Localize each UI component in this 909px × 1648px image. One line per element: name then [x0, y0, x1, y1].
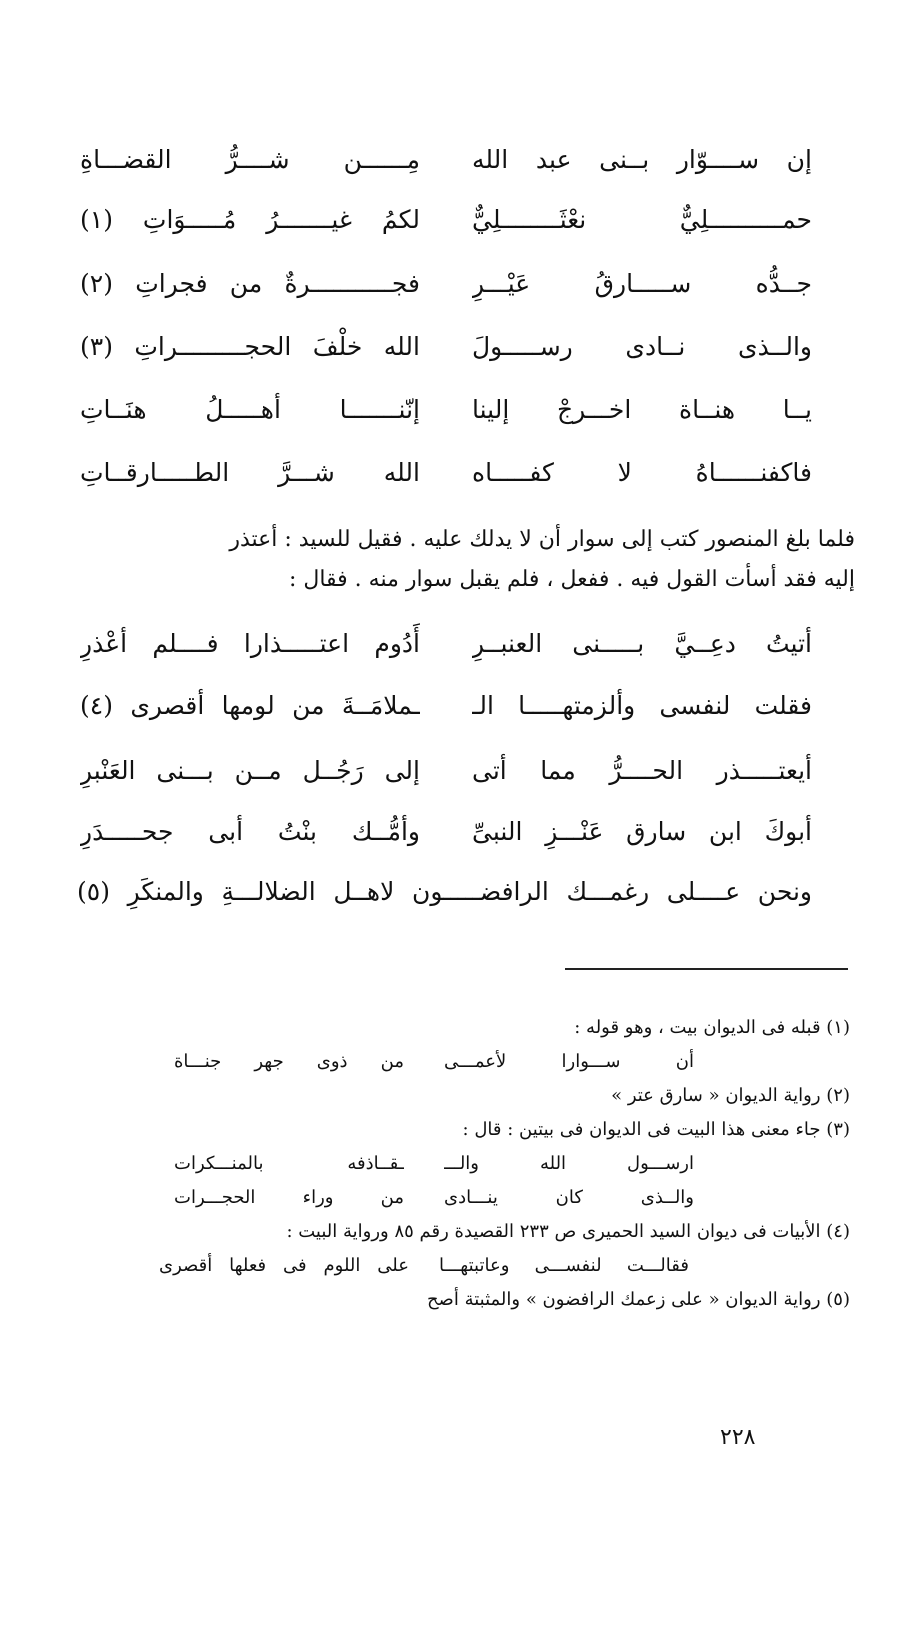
prose-paragraph: [60, 520, 855, 600]
second-hemistich: الله خلْفَ الحجـــــــــراتِ (٣): [80, 332, 420, 361]
verse: [40, 194, 850, 246]
footnote-verse-hemistich: من وراء الحجـــرات: [174, 1187, 404, 1208]
second-hemistich: مِــــــن شــــرُّ القضـــاةِ: [80, 145, 420, 174]
verse: [40, 618, 850, 670]
first-hemistich: أبوكَ ابن سارق عَنْـــزِ النبىِّ: [472, 817, 812, 846]
second-hemistich: إلى رَجُــل مــن بـــنى العَنْبرِ: [80, 756, 420, 785]
first-hemistich: يــا هنــاة اخـــرجْ إلينا: [472, 395, 812, 424]
second-hemistich: وأمُّــك بنْتُ أبى جحـــــدَرِ: [80, 817, 420, 846]
footnote-3: (٣) جاء معنى هذا البيت فى الديوان فى بيتين : قال :: [462, 1119, 850, 1140]
footnote-1: (١) قبله فى الديوان بيت ، وهو قوله :: [574, 1017, 850, 1038]
footnote-verse-hemistich: فقالـــت لنفســـى وعاتبتهـــا: [439, 1255, 689, 1276]
footnote-verse-hemistich: والــذى كان ينـــادى: [444, 1187, 694, 1208]
footnote-verse-hemistich: ـقــاذفه بالمنـــكرات: [174, 1153, 404, 1174]
footnote-2: (٢) رواية الديوان « سارق عتر »: [611, 1085, 850, 1106]
second-hemistich: فجـــــــــــرةٌ من فجراتِ (٢): [80, 269, 420, 298]
verse: [40, 134, 850, 186]
footnote-verse-hemistich: أن ســـوارا لأعمـــى: [444, 1051, 694, 1072]
verse: [40, 866, 850, 918]
first-hemistich: أتيتُ دعِــيَّ بـــــنى العنبــرِ: [472, 629, 812, 658]
second-hemistich: إنّنـــــــا أهـــــلُ هنَــاتِ: [80, 395, 420, 424]
footnote-5: (٥) رواية الديوان « على زعمك الرافضون » والمثبتة أصح: [426, 1289, 850, 1310]
verse: [40, 447, 850, 499]
first-hemistich: جــدُّه ســـــارقُ عَيْـــرِ: [472, 269, 812, 298]
footnote-verse-hemistich: على اللوم فى فعلها أقصرى: [159, 1255, 409, 1276]
first-hemistich: فقلت لنفسى وألزمتهـــــا الـ: [472, 691, 812, 720]
verse: [40, 321, 850, 373]
first-hemistich: أيعتـــــذر الحــــرُّ مما أتى: [472, 756, 812, 785]
first-hemistich: حمــــــــــلِيٌّ نعْثَــــــــلِيٌّ: [472, 205, 812, 234]
footnote-separator: [565, 968, 848, 970]
footnote-4: (٤) الأبيات فى ديوان السيد الحميرى ص ٢٣٣ القصيدة رقم ٨٥ ورواية البيت :: [286, 1221, 850, 1242]
prose-line: إليه فقد أسأت القول فيه . ففعل ، فلم يقبل سوار منه . فقال :: [288, 567, 855, 592]
verse: [40, 258, 850, 310]
page-number: ٢٢٨: [720, 1425, 756, 1450]
second-hemistich: أَدُوم اعتـــــذارا فــــلم أعْذرِ: [80, 629, 420, 658]
full-verse: ونحن عــــلى رغمـــك الرافضـــــون لاهــل الضلالـــةِ والمنكَرِ (٥): [77, 877, 812, 906]
footnote-verse-hemistich: ارســـول الله والـــ: [444, 1153, 694, 1174]
verse: [40, 680, 850, 732]
second-hemistich: لكمُ غيـــــــرُ مُـــــوَاتِ (١): [80, 205, 420, 234]
second-hemistich: ـملامَــةَ من لومها أقصرى (٤): [80, 691, 420, 720]
verse: [40, 745, 850, 797]
prose-line: فلما بلغ المنصور كتب إلى سوار أن لا يدلك عليه . فقيل للسيد : أعتذر: [229, 527, 855, 552]
first-hemistich: إن ســــوّار بــنى عبد الله: [472, 145, 812, 174]
verse: [40, 384, 850, 436]
footnote-verse-hemistich: من ذوى جهر جنـــاة: [174, 1051, 404, 1072]
first-hemistich: فاكفنــــــاهُ لا كفـــــاه: [472, 458, 812, 487]
first-hemistich: والــذى نــادى رســـــولَ: [472, 332, 812, 361]
second-hemistich: الله شـــرَّ الطـــــارقــاتِ: [80, 458, 420, 487]
verse: [40, 806, 850, 858]
